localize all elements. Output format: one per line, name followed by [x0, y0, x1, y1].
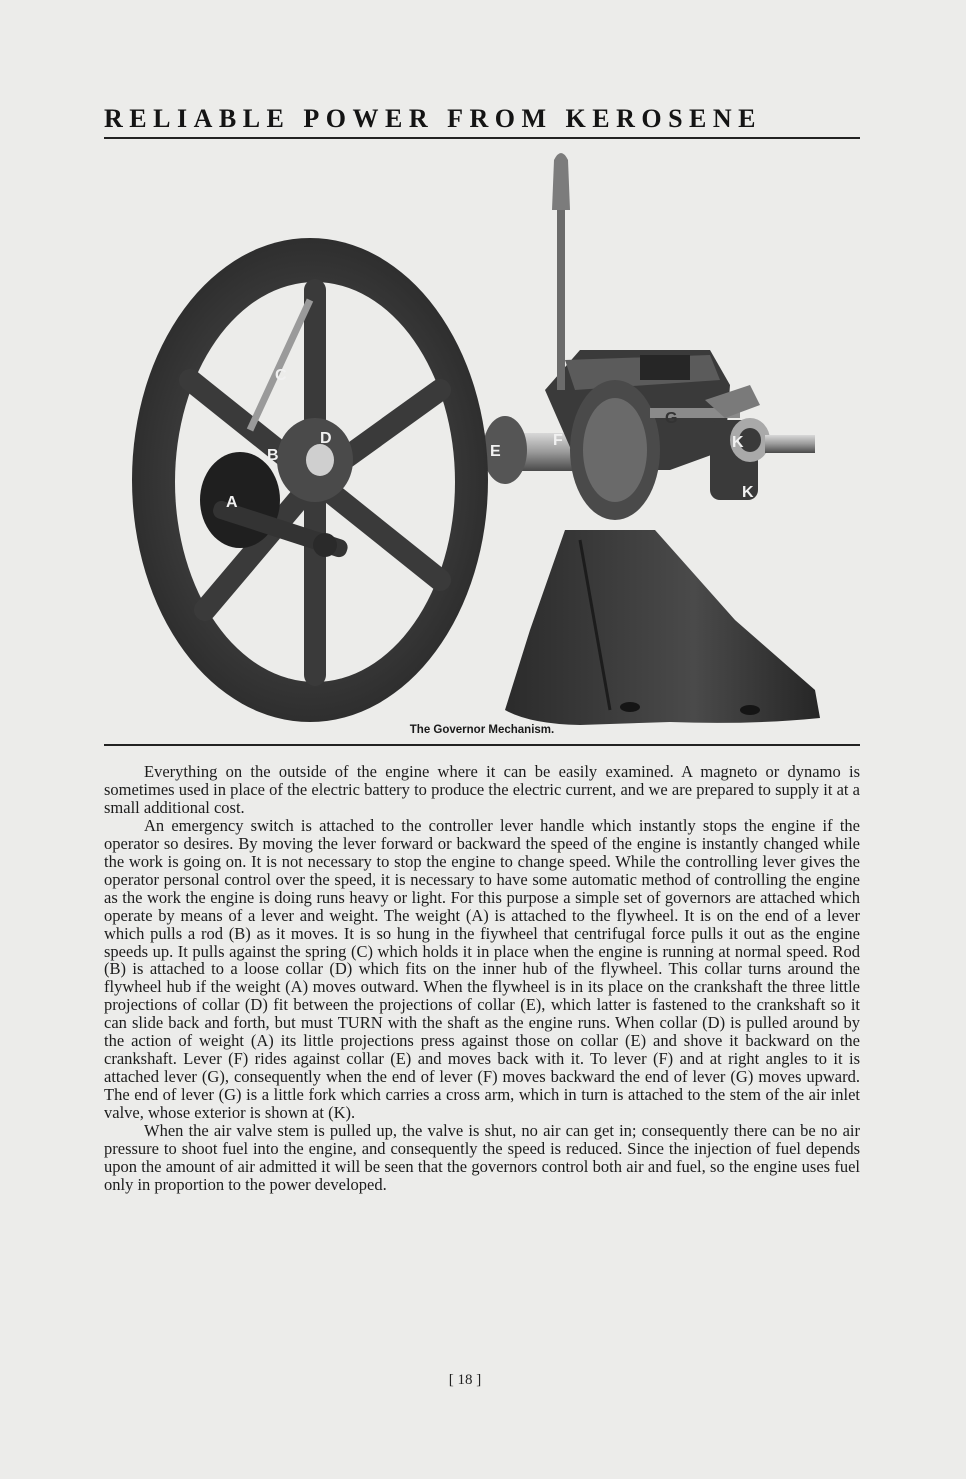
paragraph-3: When the air valve stem is pulled up, the valve is shut, no air can get in; consequently there can be no air pressure to shoot fuel into the engine, and consequently the speed is reduced. Since the injection of fuel depends upon the amount of air admitted it will be seen that the governors control both air and fuel, so the engine uses fuel only in proportion to the power developed.: [104, 1121, 860, 1194]
label-k-lower: K: [742, 484, 754, 501]
label-c: C: [275, 367, 287, 384]
label-k-upper: K: [732, 434, 744, 451]
paragraph-1: Everything on the outside of the engine where it can be easily examined. A magneto or dynamo is sometimes used in place of the electric battery to produce the electric current, and we are prepared to supply it at a small additional cost.: [104, 762, 860, 817]
paragraph-2: An emergency switch is attached to the controller lever handle which instantly stops the engine if the operator so desires. By moving the lever forward or backward the speed of the engine is instantly changed while the work is going on. It is not necessary to stop the engine to change speed. While the controlling lever gives the operator personal control over the speed, it is necessary to have some automatic method of controlling the engine as the work the engine is doing runs heavy or light. For this purpose a simple set of governors are attached which operate by means of a lever and weight. The weight (A) is attached to the flywheel. It is on the end of a lever which pulls a rod (B) as it moves. It is so hung in the fiywheel that centrifugal force pulls it out as the engine speeds up. It pulls against the spring (C) which holds it in place when the engine is running at normal speed. Rod (B) is attached to a loose collar (D) which fits on the inner hub of the flywheel. This collar turns around the flywheel hub if the weight (A) moves outward. When the flywheel is in its place on the crankshaft the three little projections of collar (D) fit between the projections of collar (E), which latter is fastened to the crankshaft so it can slide back and forth, but must TURN with the shaft as the engine runs. When collar (D) is pulled around by the action of weight (A) its little projections press against those on collar (E) and shove it backward on the crankshaft. Lever (F) rides against collar (E) and moves back with it. To lever (F) and at right angles to it is attached lever (G), consequently when the end of lever (F) moves backward the end of lever (G) moves upward. The end of lever (G) is a little fork which carries a cross arm, which in turn is attached to the stem of the air inlet valve, whose exterior is shown at (K).: [104, 815, 860, 1123]
governor-figure: [110, 150, 855, 730]
running-head: RELIABLE POWER FROM KEROSENE: [104, 104, 763, 133]
caption-rule: [104, 744, 860, 746]
governor-rod: [552, 153, 570, 390]
label-g: G: [665, 410, 678, 427]
page-number: [ 18 ]: [448, 1372, 482, 1388]
label-a: A: [226, 494, 238, 511]
engine-pedestal: [505, 530, 820, 725]
label-d: D: [320, 430, 332, 447]
header-rule: [104, 137, 860, 139]
label-b: B: [267, 447, 279, 464]
flywheel: [132, 238, 488, 722]
label-e: E: [490, 443, 501, 460]
figure-caption: The Governor Mechanism.: [409, 724, 555, 736]
governor-illustration: [110, 150, 855, 730]
label-f: F: [553, 432, 563, 449]
body-text: [104, 763, 860, 1194]
